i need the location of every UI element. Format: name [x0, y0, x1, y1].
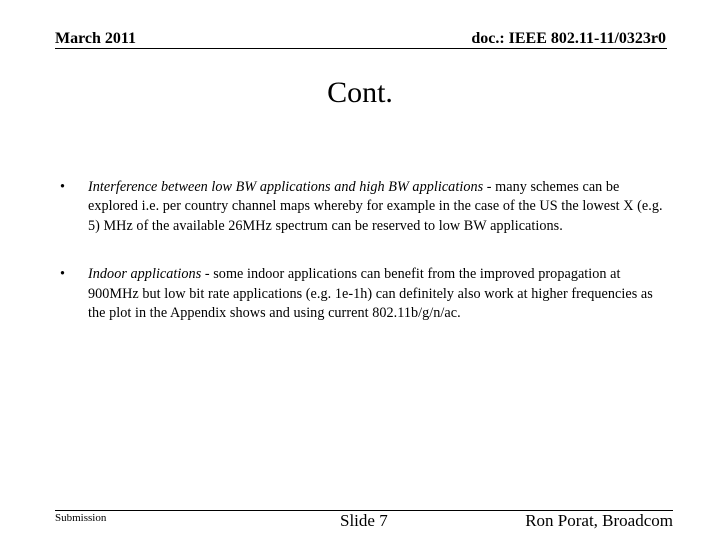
bullet-text: [88, 265, 670, 323]
footer-slide-number: Slide 7: [340, 511, 388, 530]
bullet-list: [60, 178, 670, 323]
bullet-lead: Indoor applications: [88, 266, 202, 283]
bullet-lead: Interference between low BW applications and high BW applications: [88, 179, 484, 195]
bullet-item: [60, 265, 670, 323]
footer-submission: Submission: [55, 512, 107, 524]
bullet-body: - many schemes can be explored i.e. per country channel maps whereby for example in the case of the US the lowest X (e.g. 5) MHz of the available 26MHz spectrum can be reserved to low BW applications.: [88, 179, 663, 234]
footer-author: Ron Porat, Broadcom: [525, 511, 673, 530]
bullet-marker: •: [60, 179, 66, 195]
bullet-item: [60, 178, 670, 236]
header-doc-id: doc.: IEEE 802.11-11/0323r0: [471, 30, 666, 47]
slide-title: Cont.: [327, 76, 393, 109]
bullet-marker: •: [60, 266, 66, 283]
bullet-text: [88, 178, 670, 236]
header-rule: [55, 48, 667, 49]
header-date: March 2011: [55, 30, 137, 47]
bullet-body: - some indoor applications can benefit from the improved propagation at 900MHz but low bit rate applications (e.g. 1e-1h) can definitely also work at higher frequencies as the plot in the Appendix shows and using current 802.11b/g/n/ac.: [88, 266, 653, 322]
